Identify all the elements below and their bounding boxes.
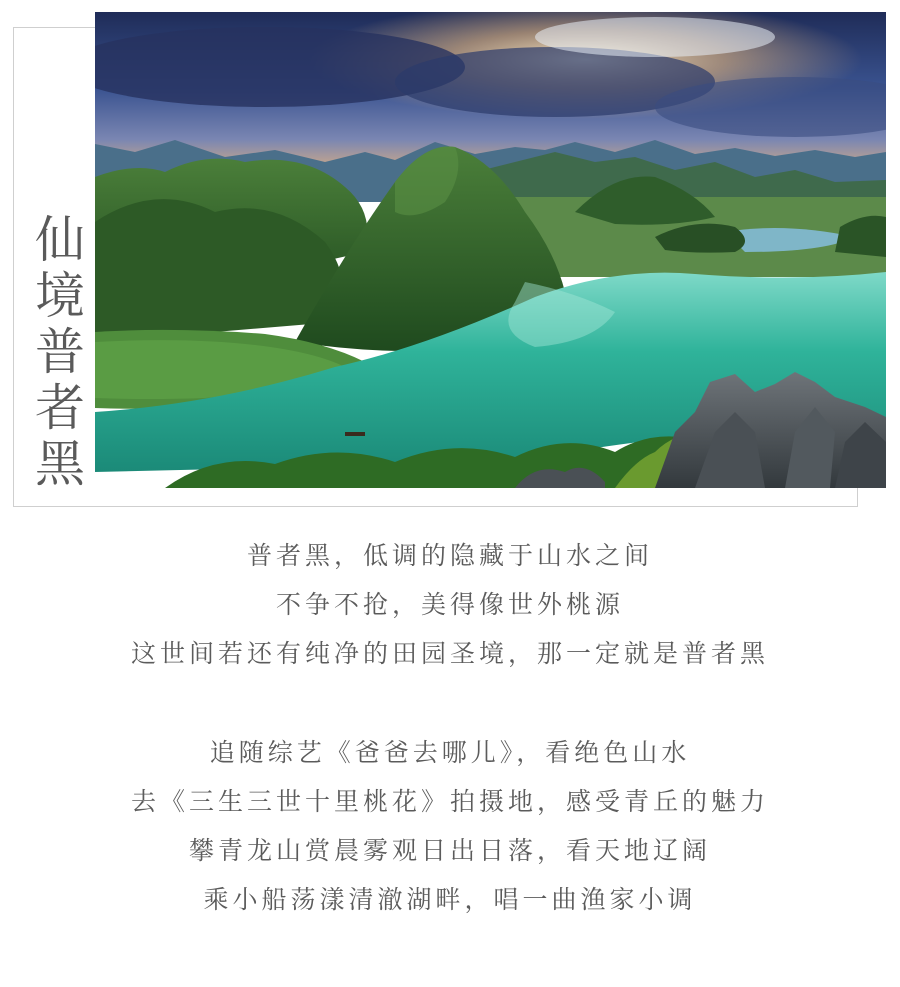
title-char: 黑 xyxy=(35,435,85,493)
title-char: 境 xyxy=(35,267,85,325)
highlights-paragraph xyxy=(0,728,900,924)
vertical-title xyxy=(30,212,90,492)
highlight-line: 去《三生三世十里桃花》拍摄地，感受青丘的魅力 xyxy=(130,787,769,816)
intro-paragraph xyxy=(0,531,900,678)
highlight-line: 追随综艺《爸爸去哪儿》，看绝色山水 xyxy=(209,738,691,767)
intro-line: 普者黑，低调的隐藏于山水之间 xyxy=(246,541,653,570)
intro-line: 不争不抢，美得像世外桃源 xyxy=(275,590,624,619)
title-char: 普 xyxy=(35,323,85,381)
title-char: 仙 xyxy=(35,211,85,269)
intro-line: 这世间若还有纯净的田园圣境，那一定就是普者黑 xyxy=(130,639,769,668)
landscape-photo xyxy=(95,12,886,488)
highlight-line: 攀青龙山赏晨雾观日出日落，看天地辽阔 xyxy=(188,836,711,865)
title-char: 者 xyxy=(35,379,85,437)
highlight-line: 乘小船荡漾清澈湖畔，唱一曲渔家小调 xyxy=(203,885,697,914)
